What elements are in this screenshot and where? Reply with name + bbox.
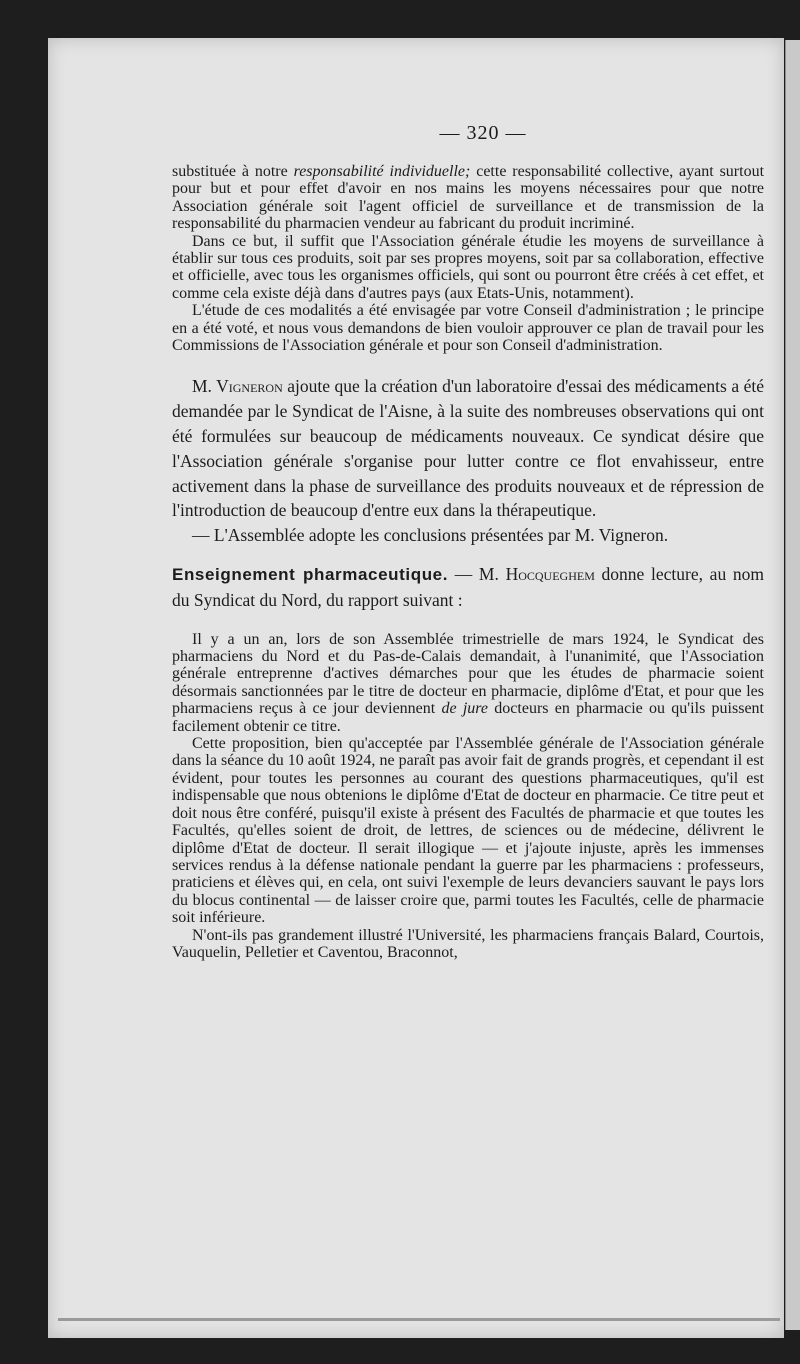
- paragraph-text: — L'Assemblée adopte les conclusions présentées par M. Vigneron.: [192, 525, 669, 546]
- paragraph-text: Cette proposition, bien qu'acceptée par l'Assemblée générale de l'Association générale dans la séance du 10 août 1924, ne paraît pas avoir fait de grands progrès, et cependant il est évident, pour toutes les personnes au courant des questions pharmaceutiques, qu'il est indispensable que nous obtenions le diplôme d'Etat de docteur en pharmacie. Ce titre peut et doit nous être conféré, puisqu'il existe à présent des Facultés de pharmacie et que toutes les Facultés, qu'elles soient de droit, de lettres, de sciences ou de médecine, délivrent le diplôme d'Etat de docteur. Il serait illogique — et j'ajoute injuste, après les immenses services rendus à la défense nationale pendant la guerre par les pharmaciens : professeurs, praticiens et élèves qui, en cela, ont suivi l'exemple de leurs devanciers sauvant le pays lors du blocus continental — de laisser croire que, parmi toutes les Facultés, celle de pharmacie soit inférieure.: [172, 735, 764, 927]
- paragraph: [172, 233, 764, 303]
- paragraph-text: L'étude de ces modalités a été envisagée par votre Conseil d'administration ; le principe en a été voté, et nous vous demandons de bien vouloir approuver ce plan de travail pour les Commissions de l'Association générale et pour son Conseil d'administration.: [172, 302, 764, 355]
- paragraph: [172, 523, 764, 548]
- paragraph-text: — M.: [448, 564, 506, 585]
- paragraph-text: docteurs en pharmacie ou qu'ils puissent facilement obtenir ce titre.: [172, 700, 764, 735]
- speaker-name: Hocqueghem: [505, 564, 595, 585]
- italic-text: responsabilité individuelle;: [293, 163, 471, 180]
- page-content: [172, 122, 764, 961]
- facing-page-edge: [785, 40, 800, 1330]
- paragraph-text: Il y a un an, lors de son Assemblée trimestrielle de mars 1924, le Syndicat des pharmaciens du Nord et du Pas-de-Calais demandait, à l'unanimité, que l'Association générale entreprenne d'actives démarches pour que les études de pharmacie soient désormais sanctionnées par le titre de docteur en pharmacie, diplôme d'Etat, et pour que les pharmaciens reçus à ce jour deviennent: [172, 630, 764, 718]
- speaker-name: M. Vigneron: [192, 376, 283, 397]
- paragraph: [172, 374, 764, 523]
- page-number: — 320 —: [439, 122, 527, 144]
- paragraph: [172, 163, 764, 233]
- paragraph-text: donne lecture, au nom du Syndicat du Nord, du rapport suivant :: [172, 564, 764, 610]
- paragraph: [172, 927, 764, 962]
- nord-report: [172, 631, 764, 962]
- section-heading: Enseignement pharmaceutique.: [172, 565, 449, 585]
- paragraph: [172, 302, 764, 354]
- paragraph-text: N'ont-ils pas grandement illustré l'Université, les pharmaciens français Balard, Courtois, Vauquelin, Pelletier et Caventou, Braconnot,: [172, 926, 764, 961]
- paragraph-text: substituée à notre: [172, 163, 294, 180]
- report-continuation: [172, 163, 764, 354]
- paragraph-text: cette responsabilité collective, ayant surtout pour but et pour effet d'avoir en nos mains les moyens nécessaires pour que notre Association générale soit l'agent officiel de surveillance et de transmission de la responsabilité du pharmacien vendeur au fabricant du produit incriminé.: [172, 163, 765, 233]
- section-enseignement: [172, 562, 764, 613]
- paragraph-text: Dans ce but, il suffit que l'Association générale étudie les moyens de surveillance à établir sur tous ces produits, soit par ses propres moyens, soit par sa collaboration, effective et officielle, avec tous les organismes officiels, qui sont ou pourront être créés à cet effet, et comme cela existe déjà dans d'autres pays (aux Etats-Unis, notamment).: [172, 232, 764, 302]
- italic-text: de jure: [441, 700, 489, 718]
- paragraph: [172, 735, 764, 926]
- page-bottom-edge: [58, 1318, 780, 1321]
- section-heading-paragraph: [172, 562, 764, 613]
- vigneron-remarks: [172, 374, 764, 548]
- paragraph: [172, 631, 764, 735]
- paragraph-text: ajoute que la création d'un laboratoire d'essai des médicaments a été demandée par le Syndicat de l'Aisne, à la suite des nombreuses observations qui ont été formulées sur beaucoup de médicaments nouveaux. Ce syndicat désire que l'Association générale s'organise pour lutter contre ce flot envahisseur, entre activement dans la phase de surveillance des produits nouveaux et de répression de l'introduction de beaucoup d'entre eux dans la thérapeutique.: [172, 376, 764, 521]
